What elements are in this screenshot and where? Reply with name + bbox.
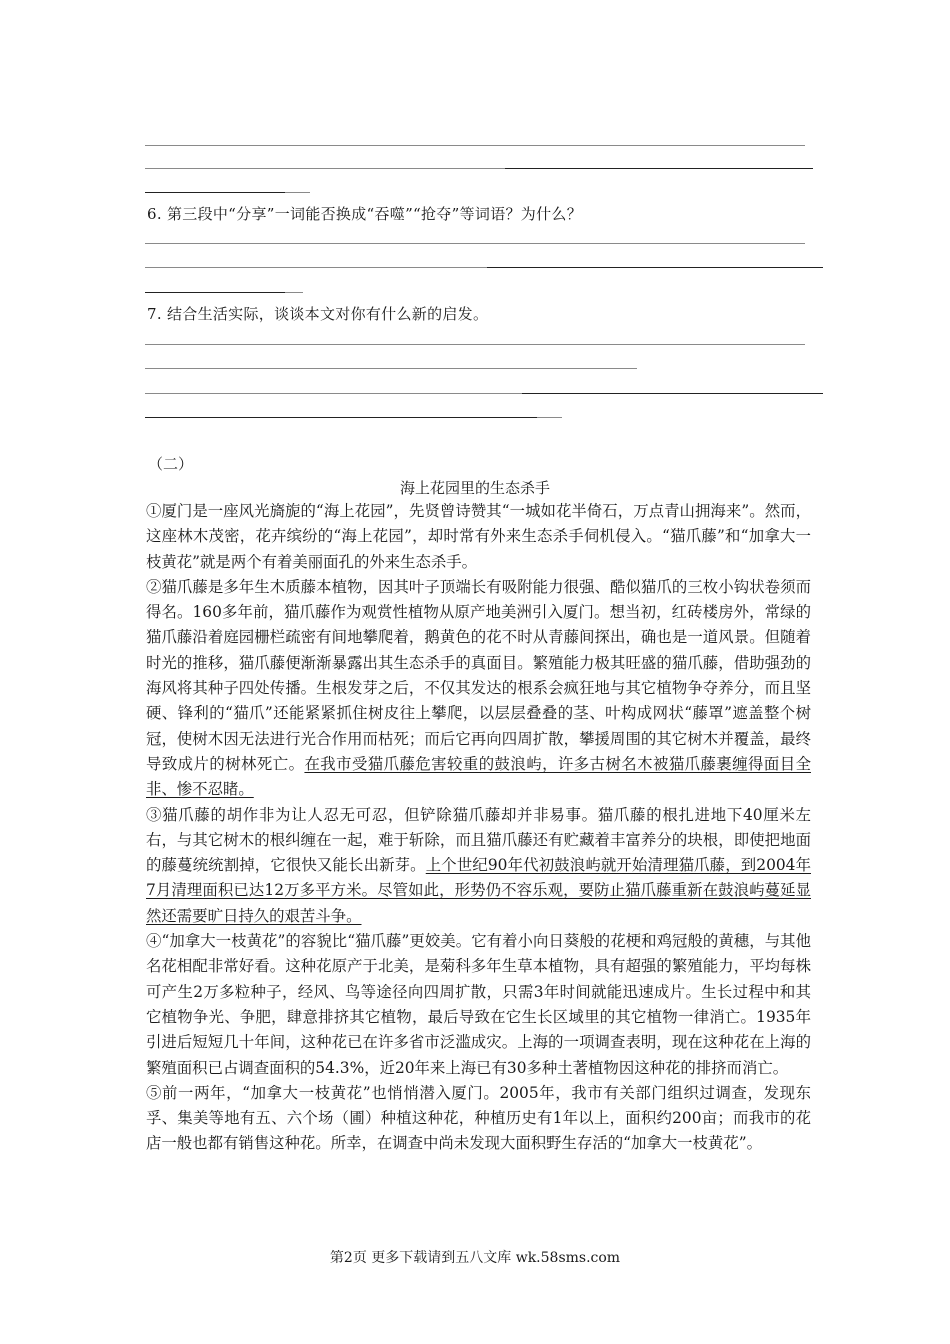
- answer-line[interactable]: [145, 393, 522, 394]
- paragraph-2-text: ②猫爪藤是多年生木质藤本植物，因其叶子顶端长有吸附能力很强、酷似猫爪的三枚小钩状卷须而得名。160多年前，猫爪藤作为观赏性植物从原产地美洲引入厦门。想当初，红砖楼房外，常绿的猫爪藤沿着庭园栅栏疏密有间地攀爬着，鹅黄色的花不时从青藤间探出，确也是一道风景。但随着时光的推移，猫爪藤便渐渐暴露出其生态杀手的真面目。繁殖能力极其旺盛的猫爪藤，借助强劲的海风将其种子四处传播。生根发芽之后，不仅其发达的根系会疯狂地与其它植物争夺养分，而且坚硬、锋利的“猫爪”还能紧紧抓住树皮往上攀爬，以层层叠叠的茎、叶构成网状“藤罩”遮盖整个树冠，使树木因无法进行光合作用而枯死；而后它再向四周扩散，攀援周围的其它树木并覆盖，最终导致成片的树林死亡。: [146, 577, 811, 773]
- question-7: 7. 结合生活实际，谈谈本文对你有什么新的启发。: [147, 305, 489, 323]
- answer-line[interactable]: [145, 292, 285, 293]
- answer-line[interactable]: [145, 192, 285, 193]
- paragraph-3-underlined: 上个世纪90年代初鼓浪屿就开始清理猫爪藤，到2004年7月清理面积已达12万多平方米。尽管如此，形势仍不容乐观，要防止猫爪藤重新在鼓浪屿蔓延显然还需要旷日持久的艰苦斗争。: [146, 856, 811, 925]
- answer-line[interactable]: [145, 417, 537, 418]
- answer-line[interactable]: [537, 417, 562, 418]
- paragraph-1: ①厦门是一座风光旖旎的“海上花园”，先贤曾诗赞其“一城如花半倚石，万点青山拥海来”。然而，这座林木茂密，花卉缤纷的“海上花园”，却时常有外来生态杀手伺机侵入。“猫爪藤”和“加拿大一枝黄花”就是两个有着美丽面孔的外来生态杀手。: [146, 502, 811, 571]
- answer-line[interactable]: [285, 292, 303, 293]
- answer-line[interactable]: [145, 344, 805, 345]
- paragraph-5: ⑤前一两年，“加拿大一枝黄花”也悄悄潜入厦门。2005年，我市有关部门组织过调查，发现东孚、集美等地有五、六个场（圃）种植这种花，种植历史有1年以上，面积约200亩；而我市的花店一般也都有销售这种花。所幸，在调查中尚未发现大面积野生存活的“加拿大一枝黄花”。: [146, 1083, 811, 1153]
- answer-line[interactable]: [145, 267, 487, 268]
- paragraph-3: [146, 803, 811, 929]
- answer-line[interactable]: [145, 243, 805, 244]
- answer-line[interactable]: [145, 368, 637, 369]
- article-body: [146, 499, 811, 1157]
- paragraph-3-text: ③猫爪藤的胡作非为让人忍无可忍，但铲除猫爪藤却并非易事。猫爪藤的根扎进地下40厘米左右，与其它树木的根纠缠在一起，难于斩除，而且猫爪藤还有贮藏着丰富养分的块根，即使把地面的藤蔓统统割掉，它很快又能长出新芽。: [146, 805, 811, 875]
- answer-line[interactable]: [145, 168, 505, 169]
- answer-line[interactable]: [505, 168, 813, 169]
- section-label: （二）: [148, 455, 194, 473]
- question-6: 6. 第三段中“分享”一词能否换成“吞噬”“抢夺”等词语？为什么？: [147, 205, 582, 223]
- answer-line[interactable]: [487, 267, 823, 268]
- article-title: 海上花园里的生态杀手: [399, 479, 550, 497]
- paragraph-2: [146, 575, 811, 803]
- answer-line[interactable]: [522, 393, 823, 394]
- paragraph-2-underlined: 在我市受猫爪藤危害较重的鼓浪屿，许多古树名木被猫爪藤裹缠得面目全非、惨不忍睹。: [146, 754, 811, 799]
- paragraph-4: ④“加拿大一枝黄花”的容貌比“猫爪藤”更姣美。它有着小向日葵般的花梗和鸡冠般的黄穗，与其他名花相配非常好看。这种花原产于北美，是菊科多年生草本植物，具有超强的繁殖能力，平均每株可产生2万多粒种子，经风、鸟等途径向四周扩散，只需3年时间就能迅速成片。生长过程中和其它植物争光、争肥，肆意排挤其它植物，最后导致在它生长区域里的其它植物一律消亡。1935年引进后短短几十年间，这种花已在许多省市泛滥成灾。上海的一项调查表明，现在这种花在上海的繁殖面积已占调查面积的54.3%，近20年来上海已有30多种土著植物因这种花的排挤而消亡。: [146, 932, 811, 1077]
- answer-line[interactable]: [285, 192, 310, 193]
- page-footer: 第2页 更多下载请到五八文库 wk.58sms.com: [329, 1250, 621, 1266]
- answer-line[interactable]: [145, 145, 805, 146]
